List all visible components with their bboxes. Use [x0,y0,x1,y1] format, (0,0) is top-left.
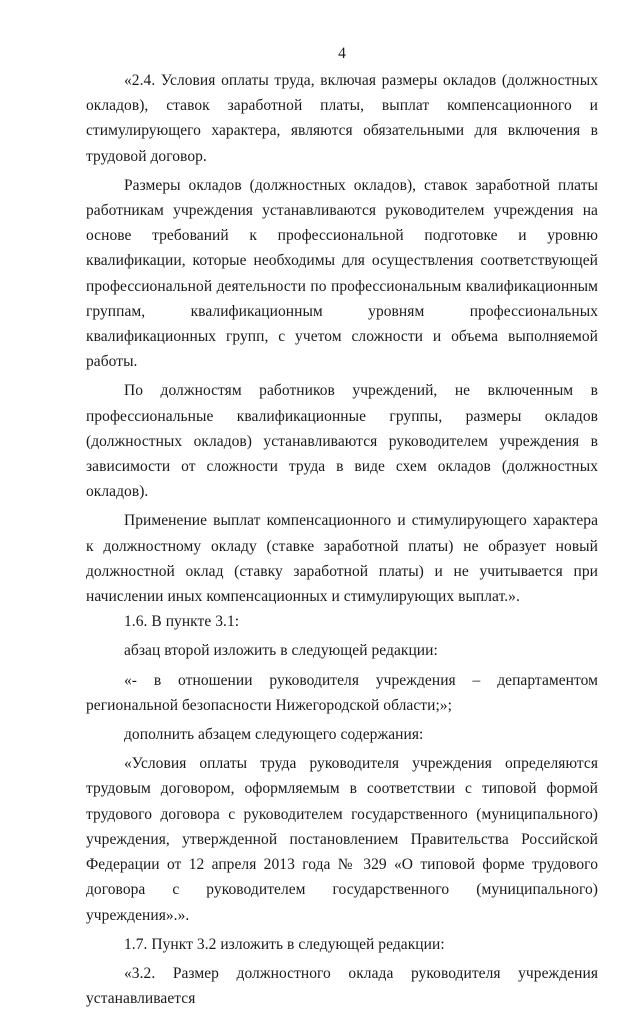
paragraph-second-abzac: абзац второй изложить в следующей редакции: [124,642,438,660]
paragraph-head-department: «- в отношении руководителя учреждения – департаментом региональной безопасности Нижегородской области;»; [86,671,598,714]
paragraph-2-4: «2.4. Условия оплаты труда, включая размеры окладов (должностных окладов), ставок заработной платы, выплат компенсационного и стимулирующего характера, являются обязательными для включения в трудовой договор. [86,72,598,165]
paragraph-add-abzac: дополнить абзацем следующего содержания: [124,726,424,744]
page-number: 4 [338,45,346,62]
paragraph-1-7: 1.7. Пункт 3.2 изложить в следующей редакции: [124,935,445,953]
paragraph-3-2: «3.2. Размер должностного оклада руководителя учреждения устанавливается [86,964,598,1008]
paragraph-positions: По должностям работников учреждений, не включенным в профессиональные квалификационные группы, размеры окладов (должностных окладов) устанавливаются руководителем учреждения в зависимости от сложности труда в виде схем окладов (должностных окладов). [86,382,598,501]
paragraph-1-6: 1.6. В пункте 3.1: [124,613,240,631]
paragraph-salary-sizes: Размеры окладов (должностных окладов), ставок заработной платы работникам учреждения устанавливаются руководителем учреждения на основе требований к профессиональной подготовке и уровню квалификации, которые необходимы для осуществления соответствующей профессиональной деятельности по профессиональным квалификационным группам, квалификационным уровням профессиональных квалификационных групп, с учетом сложности и объема выполняемой работы. [86,176,598,371]
paragraph-payments: Применение выплат компенсационного и стимулирующего характера к должностному окладу (ставке заработной платы) не образует новый должностной оклад (ставку заработной платы) и не учитывается при начислении иных компенсационных и стимулирующих выплат.». [86,512,598,606]
paragraph-head-pay-conditions: «Условия оплаты труда руководителя учреждения определяются трудовым договором, оформляемым в соответствии с типовой формой трудового договора с руководителем государственного (муниципального) учреждения, утвержденной постановлением Правительства Российской Федерации от 12 апреля 2013 года № 329 «О типовой форме трудового договора с руководителем государственного (муниципального) учреждения».». [86,755,598,924]
